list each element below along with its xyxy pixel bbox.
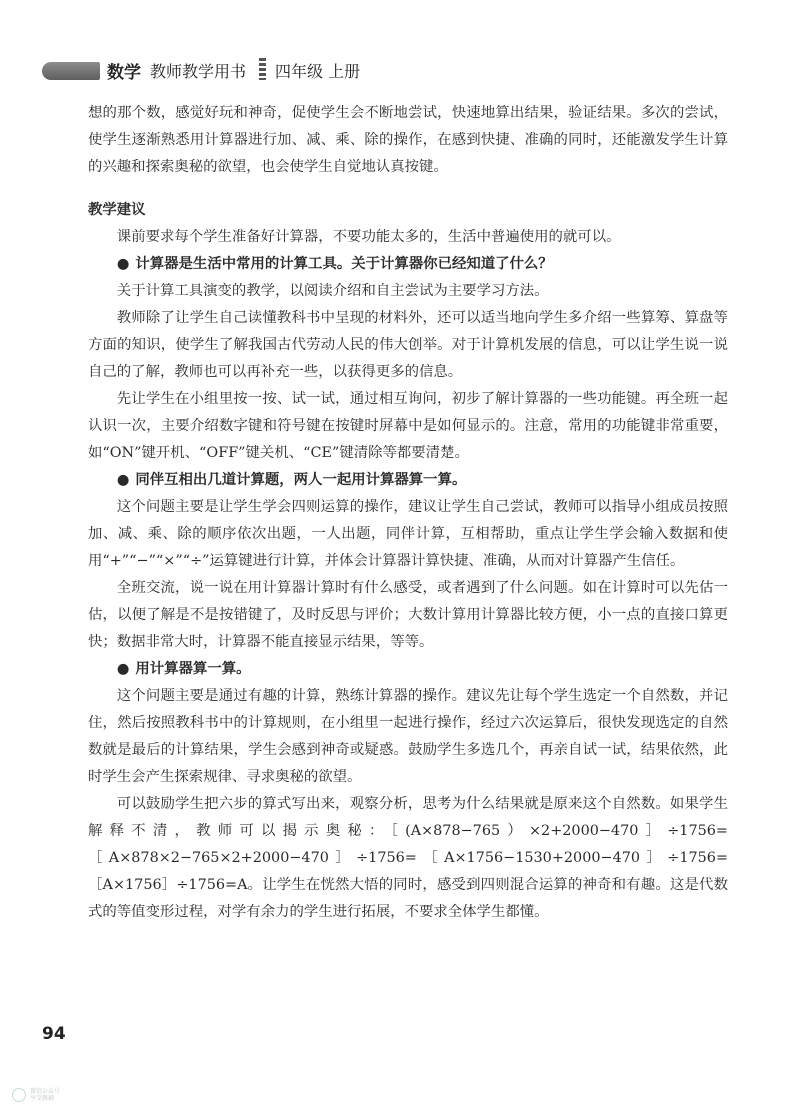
header-book-title: 教师教学用书 <box>150 62 247 81</box>
section-title-teaching-suggestions: 教学建议 <box>88 202 146 218</box>
bullet-icon: ● <box>116 256 130 272</box>
bullet-text: 计算器是生活中常用的计算工具。关于计算器你已经知道了什么？ <box>135 256 553 272</box>
paragraph-fun-calculation: 这个问题主要是通过有趣的计算，熟练计算器的操作。建议先让每个学生选定一个自然数，并记住，然后按照教科书中的计算规则，在小组里一起进行操作，经过六次运算后，很快发现选定的自然数就是最后的计算结果，学生会感到神奇或疑惑。鼓励学生多选几个，再亲自试一试，结果依然，此时学生会产生探索规律、寻求奥秘的欲望。 <box>88 688 728 785</box>
header-grade: 四年级 上册 <box>275 62 361 81</box>
page-header <box>0 0 800 100</box>
header-tab-decoration <box>42 62 100 80</box>
watermark-text <box>30 1088 60 1102</box>
paragraph-function-keys: 先让学生在小组里按一按、试一试，通过相互询问，初步了解计算器的一些功能键。再全班一起认识一次，主要介绍数字键和符号键在按键时屏幕中是如何显示的。注意，常用的功能键非常重要，如“ON”键开机、“OFF”键关机、“CE”键清除等都要清楚。 <box>88 391 728 461</box>
paragraph-four-operations: 这个问题主要是让学生学会四则运算的操作，建议让学生自己尝试，教师可以指导小组成员按照加、减、乘、除的顺序依次出题，一人出题，同伴计算，互相帮助，重点让学生学会输入数据和使用“+”“−”“×”“÷”运算键进行计算，并体会计算器计算快捷、准确，从而对计算器产生信任。 <box>88 499 728 569</box>
page-number: 94 <box>42 1024 66 1044</box>
paragraph-materials: 教师除了让学生自己读懂教科书中呈现的材料外，还可以适当地向学生多介绍一些算筹、算盘等方面的知识，使学生了解我国古代劳动人民的伟大创举。对于计算机发展的信息，可以让学生说一说自己的了解，教师也可以再补充一些，以获得更多的信息。 <box>88 310 728 380</box>
bullet-heading-calculate <box>88 656 728 683</box>
bullet-text: 用计算器算一算。 <box>135 661 251 677</box>
watermark-logo-icon <box>12 1088 26 1102</box>
watermark-line-2: 享受教辅 <box>30 1095 55 1102</box>
bullet-heading-calculator-tool <box>88 251 728 278</box>
watermark <box>12 1088 60 1102</box>
bullet-icon: ● <box>116 661 130 677</box>
paragraph-preparation: 课前要求每个学生准备好计算器，不要功能太多的，生活中普遍使用的就可以。 <box>116 229 621 245</box>
paragraph-formula-explanation: 可以鼓励学生把六步的算式写出来，观察分析，思考为什么结果就是原来这个自然数。如果学生解释不清，教师可以揭示奥秘：［(A×878−765）×2+2000−470］÷1756=［A×878×2−765×2+2000−470］÷1756=［A×1756−1530+2000−470］÷1756=［A×1756］÷1756=A。让学生在恍然大悟的同时，感受到四则混合运算的神奇和有趣。这是代数式的等值变形过程，对学有余力的学生进行拓展，不要求全体学生都懂。 <box>88 796 728 920</box>
bullet-icon: ● <box>116 472 130 488</box>
paragraph-continued: 想的那个数，感觉好玩和神奇，促使学生会不断地尝试，快速地算出结果，验证结果。多次的尝试，使学生逐渐熟悉用计算器进行加、减、乘、除的操作，在感到快捷、准确的同时，还能激发学生计算的兴趣和探索奥秘的欲望，也会使学生自觉地认真按键。 <box>88 105 728 175</box>
bullet-text: 同伴互相出几道计算题，两人一起用计算器算一算。 <box>135 472 467 488</box>
header-subject: 数学 <box>107 63 141 83</box>
header-separator <box>259 58 266 80</box>
paragraph-class-exchange: 全班交流，说一说在用计算器计算时有什么感受，或者遇到了什么问题。如在计算时可以先估一估，以便了解是不是按错键了，及时反思与评价；大数计算用计算器比较方便，小一点的直接口算更快；数据非常大时，计算器不能直接显示结果，等等。 <box>88 580 728 650</box>
watermark-line-1: 微信公众号 <box>30 1088 61 1095</box>
bullet-heading-peer-practice <box>88 467 728 494</box>
page-body <box>88 100 728 926</box>
paragraph-tool-history: 关于计算工具演变的教学，以阅读介绍和自主尝试为主要学习方法。 <box>116 283 549 299</box>
